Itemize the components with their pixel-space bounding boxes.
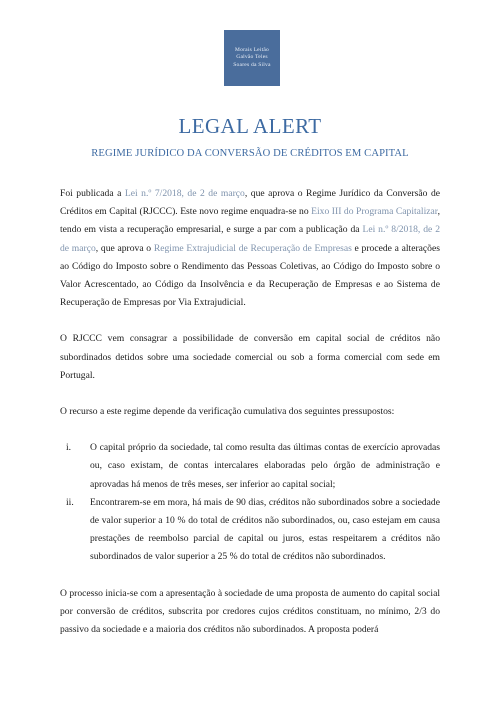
document-body — [60, 185, 440, 657]
list-item-text: Encontrarem-se em mora, há mais de 90 dias, créditos não subordinados sobre a sociedade de valor superior a 10 % do total de créditos não subordinados, ou, caso estejam em causa prestações de reembolso parcial de capital ou juros, estas respeitarem a créditos não subordinados de valor superior a 25 % do total de créditos não subordinados. — [90, 496, 440, 563]
text-segment: , que aprova o Regime Jurídico da Conversão de Créditos em Capital (RJCCC). Este novo regime enquadra-se no — [60, 188, 440, 218]
paragraph-rjccc: O RJCCC vem consagrar a possibilidade de conversão em capital social de créditos não subordinados detidos sobre uma sociedade comercial ou sob a forma comercial com sede em Portugal. — [60, 333, 440, 381]
paragraph-requirements: O recurso a este regime depende da verificação cumulativa dos seguintes pressupostos: — [60, 406, 395, 418]
text-segment: Foi publicada a — [60, 188, 125, 199]
logo-line-2: Galvão Teles — [236, 54, 268, 61]
link-lei-7-2018[interactable]: Lei n.º 7/2018, de 2 de março — [124, 188, 245, 199]
paragraph-intro — [60, 185, 440, 312]
list-item — [60, 439, 440, 494]
page-subtitle: REGIME JURÍDICO DA CONVERSÃO DE CRÉDITOS EM CAPITAL — [91, 148, 409, 159]
logo-line-1: Morais Leitão — [234, 46, 270, 53]
paragraph-process: O processo inicia-se com a apresentação à sociedade de uma proposta de aumento do capital social por conversão de créditos, subscrita por credores cujos créditos constituam, no mínimo, 2/3 do passivo da sociedade e a maioria dos créditos não subordinados. A proposta poderá — [60, 587, 440, 636]
text-segment: , tendo em vista a recuperação empresarial, e surge a par com a publicação da — [60, 206, 441, 236]
link-eixo-iii-capitalizar[interactable]: Eixo III do Programa Capitalizar — [311, 206, 438, 218]
list-item-number: i. — [66, 442, 72, 454]
link-regime-extrajudicial[interactable]: Regime Extrajudicial de Recuperação de Empresas — [153, 242, 352, 254]
requirements-list — [60, 439, 440, 566]
list-item-text: O capital próprio da sociedade, tal como resulta das últimas contas de exercício aprovadas ou, caso existam, de contas intercalares elaboradas pelo órgão de administração e aprovadas há menos de três meses, ser inferior ao capital social; — [90, 442, 440, 490]
list-item-number: ii. — [66, 496, 74, 508]
text-segment: e procede a alterações ao Código do Imposto sobre o Rendimento das Pessoas Coletivas, ao Código do Imposto sobre o Valor Acrescentado, ao Código da Insolvência e da Recuperação de Empresas e ao Sistema de Recuperação de Empresas por Via Extrajudicial. — [60, 242, 440, 309]
text-segment: , que aprova o — [95, 242, 154, 254]
firm-logo — [224, 30, 280, 86]
page-title: LEGAL ALERT — [178, 114, 322, 138]
link-lei-8-2018[interactable]: Lei n.º 8/2018, de 2 de março — [60, 224, 441, 254]
list-item — [60, 494, 440, 567]
logo-line-3: Soares da Silva — [233, 61, 271, 68]
